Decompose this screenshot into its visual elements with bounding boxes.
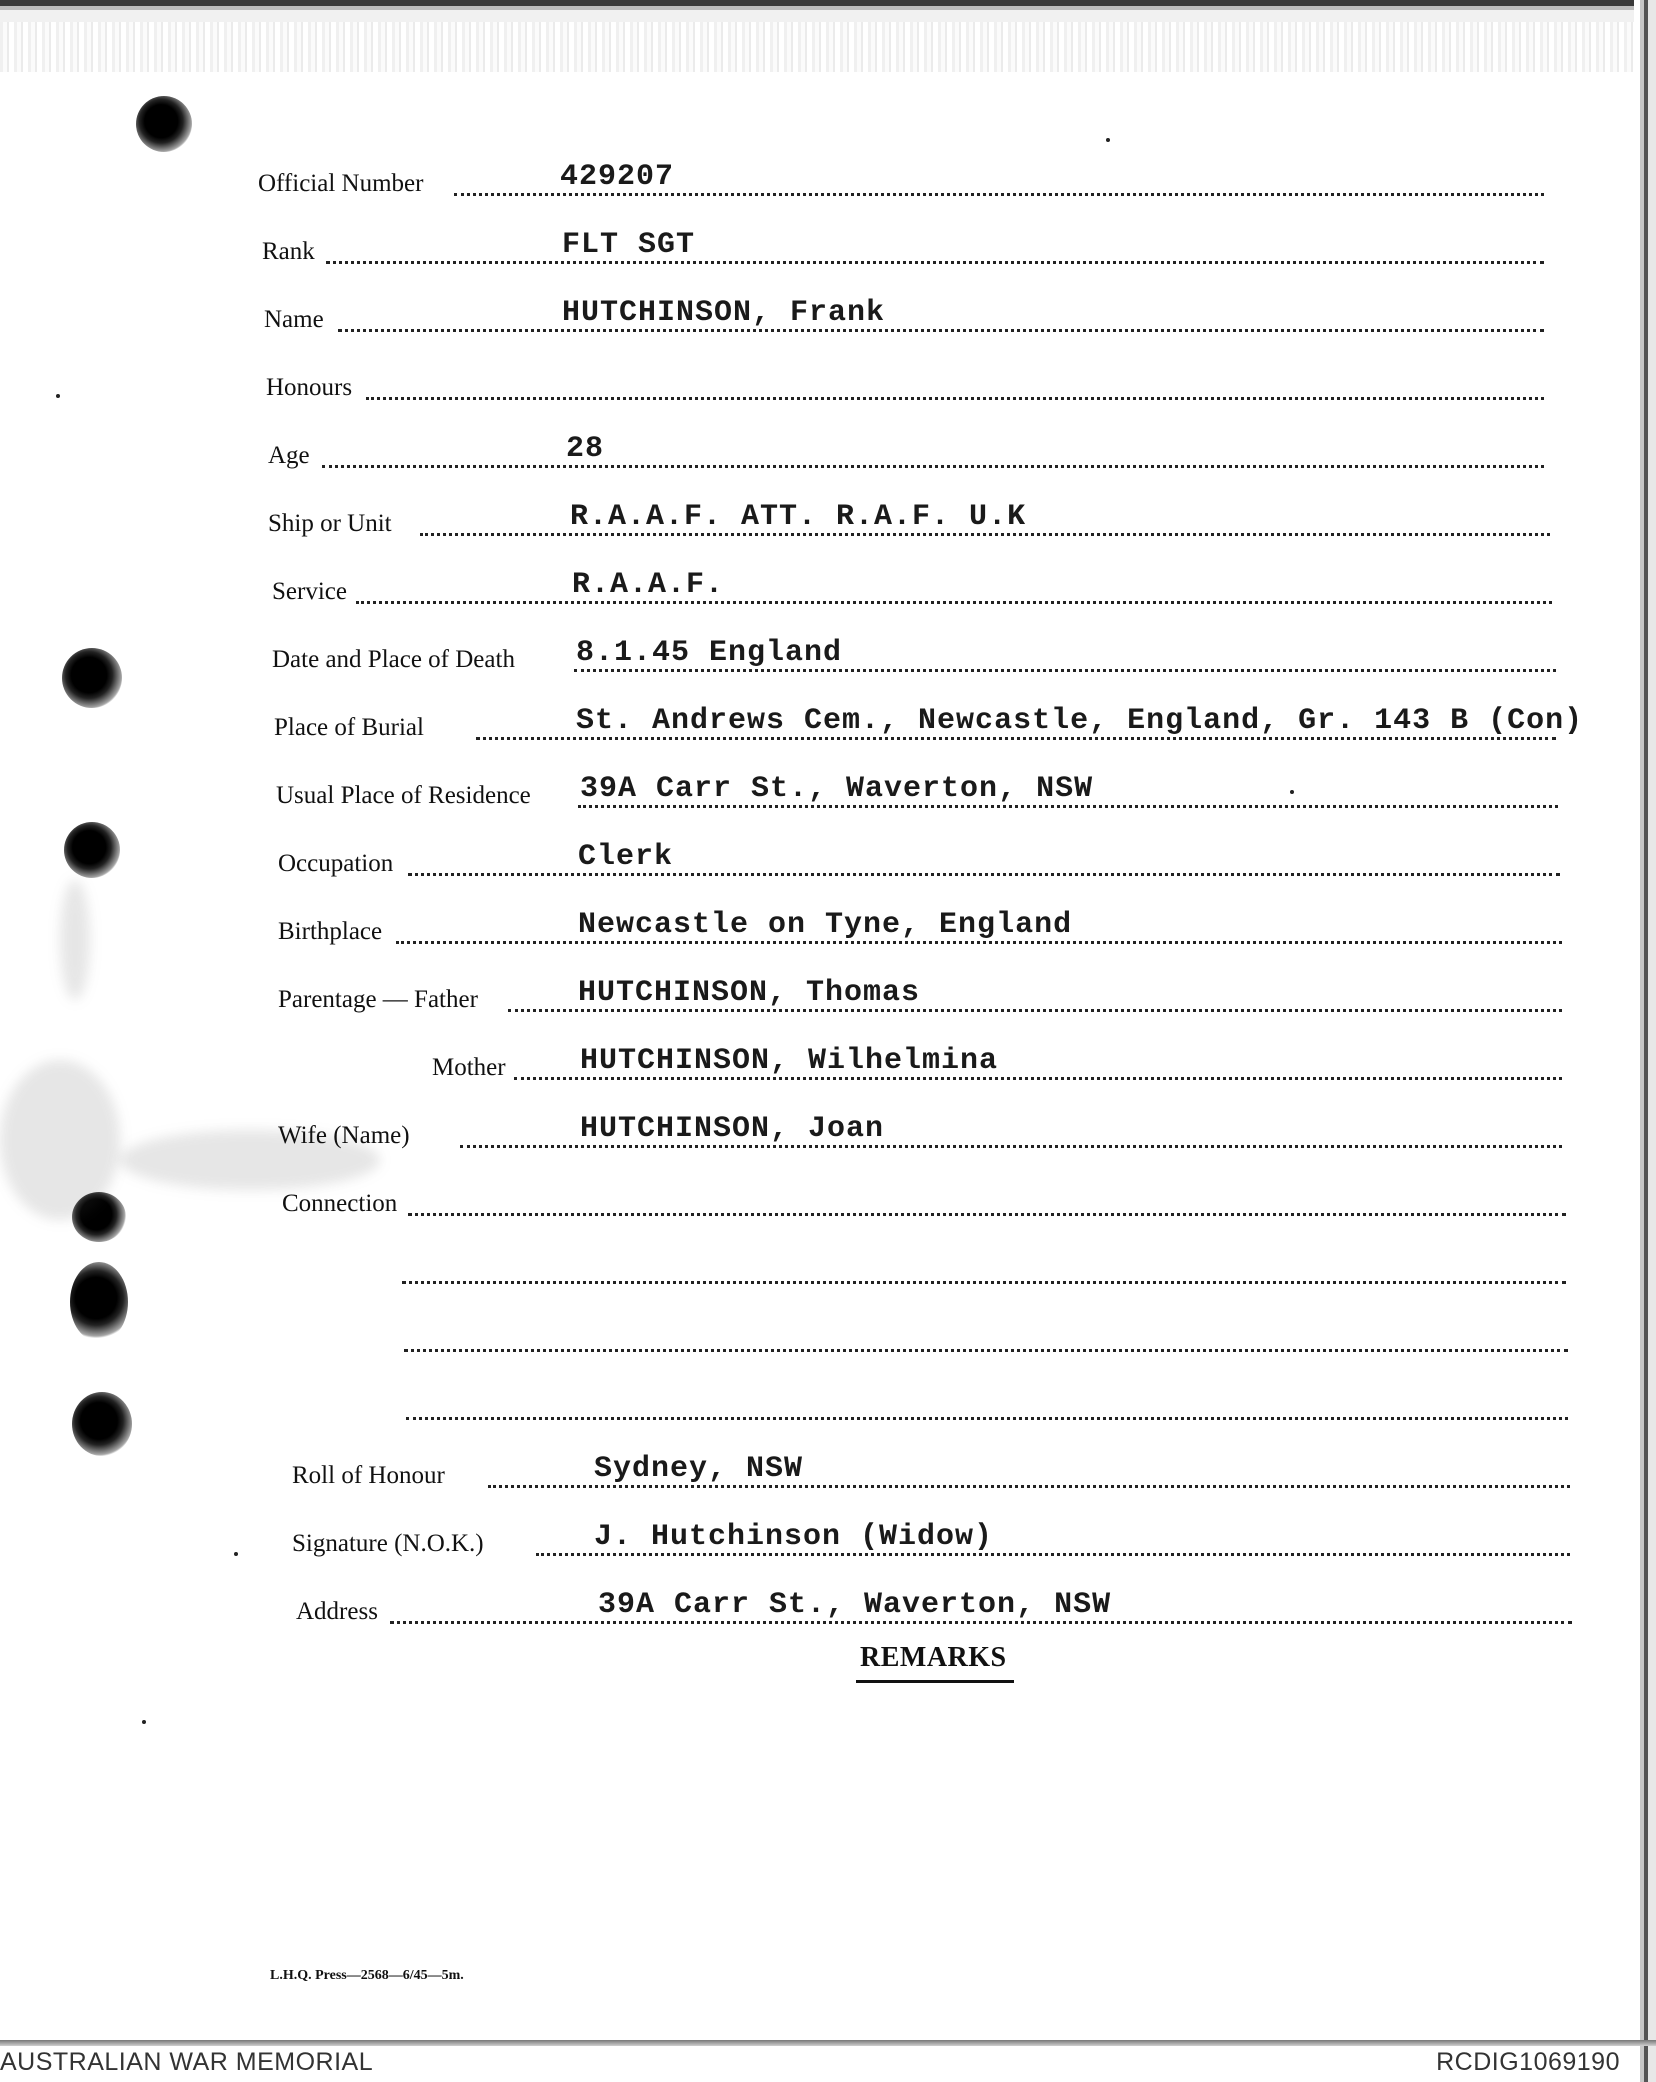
label-rank: Rank [262,238,315,265]
row-honours [0,364,1656,408]
value-birthplace: Newcastle on Tyne, England [578,908,1073,942]
dots-connection-blank [406,1417,1568,1420]
value-age: 28 [566,432,605,466]
row-age [0,432,1656,476]
label-service: Service [272,578,347,605]
scan-top-strip [0,22,1656,72]
label-wife: Wife (Name) [278,1122,410,1149]
label-honours: Honours [266,374,353,401]
row-wife [0,1112,1656,1156]
row-birthplace [0,908,1656,952]
label-mother: Mother [432,1054,506,1081]
scan-bottom-edge [0,2040,1656,2046]
row-signature [0,1520,1656,1564]
label-occupation: Occupation [278,850,394,877]
label-address: Address [296,1598,378,1625]
value-residence: 39A Carr St., Waverton, NSW [580,772,1094,806]
label-name: Name [264,306,324,333]
row-ship-or-unit [0,500,1656,544]
label-death: Date and Place of Death [272,646,515,673]
printer-line: L.H.Q. Press—2568—6/45—5m. [270,1968,464,1983]
label-ship-or-unit: Ship or Unit [268,510,392,537]
dots-age [322,465,1544,468]
dots-connection [408,1213,1566,1216]
value-rank: FLT SGT [562,228,696,262]
value-roll-of-honour: Sydney, NSW [594,1452,804,1486]
dots-connection-blank [404,1349,1568,1352]
value-father: HUTCHINSON, Thomas [578,976,921,1010]
remarks-underline [856,1680,1014,1683]
dots-service [356,601,1552,604]
remarks-heading: REMARKS [860,1642,1007,1673]
row-name [0,296,1656,340]
row-address [0,1588,1656,1632]
row-occupation [0,840,1656,884]
dots-name [338,329,1544,332]
scan-speck [142,1720,146,1724]
value-occupation: Clerk [578,840,674,874]
label-burial: Place of Burial [274,714,424,741]
value-wife: HUTCHINSON, Joan [580,1112,885,1146]
scan-top-edge [0,0,1656,22]
label-official-number: Official Number [258,170,424,197]
dots-rank [326,261,1544,264]
row-connection [0,1180,1656,1224]
dots-honours [366,397,1544,400]
row-connection-blank [0,1316,1656,1360]
label-signature: Signature (N.O.K.) [292,1530,484,1557]
row-official-number [0,160,1656,204]
value-signature: J. Hutchinson (Widow) [594,1520,994,1554]
value-burial: St. Andrews Cem., Newcastle, England, Gr. 143 B (Con) [576,704,1584,738]
row-connection-blank [0,1384,1656,1428]
footer-left-credit: AUSTRALIAN WAR MEMORIAL [0,2048,374,2076]
dots-connection-blank [402,1281,1566,1284]
label-roll-of-honour: Roll of Honour [292,1462,445,1489]
row-death [0,636,1656,680]
row-father [0,976,1656,1020]
label-residence: Usual Place of Residence [276,782,531,809]
row-residence [0,772,1656,816]
row-connection-blank [0,1248,1656,1292]
row-roll-of-honour [0,1452,1656,1496]
row-burial [0,704,1656,748]
label-age: Age [268,442,310,469]
row-service [0,568,1656,612]
value-ship-or-unit: R.A.A.F. ATT. R.A.F. U.K [570,500,1027,534]
scan-speck [1106,138,1110,142]
value-name: HUTCHINSON, Frank [562,296,886,330]
value-service: R.A.A.F. [572,568,725,602]
value-official-number: 429207 [560,160,675,194]
row-rank [0,228,1656,272]
value-death: 8.1.45 England [576,636,843,670]
row-mother [0,1044,1656,1088]
value-mother: HUTCHINSON, Wilhelmina [580,1044,999,1078]
label-father: Parentage — Father [278,986,478,1013]
label-birthplace: Birthplace [278,918,383,945]
label-connection: Connection [282,1190,398,1217]
punch-hole [136,96,192,152]
value-address: 39A Carr St., Waverton, NSW [598,1588,1112,1622]
footer-right-id: RCDIG1069190 [1436,2048,1620,2076]
